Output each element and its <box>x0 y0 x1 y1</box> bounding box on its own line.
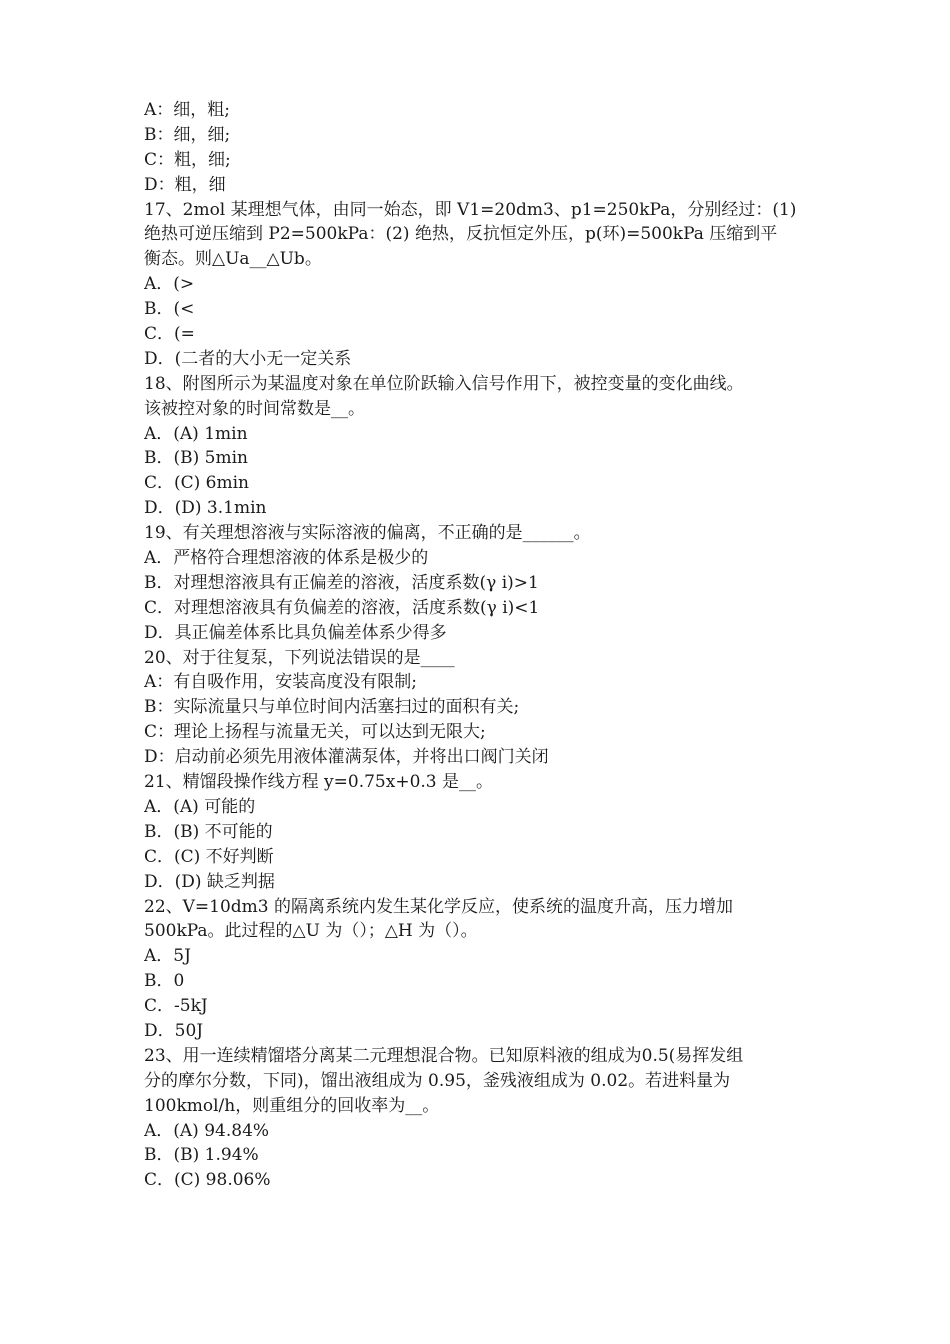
question-20 <box>144 646 810 770</box>
question-19 <box>144 521 810 645</box>
option-line: A．(> <box>144 274 195 295</box>
option-line: D：粗，细 <box>144 174 226 195</box>
previous-question-options <box>144 98 810 198</box>
question-stem-line: 19、有关理想溶液与实际溶液的偏离，不正确的是______。 <box>144 523 591 544</box>
option-line: A：有自吸作用，安装高度没有限制; <box>144 672 418 693</box>
option-line: C．(C) 98.06% <box>144 1170 271 1191</box>
option-line: D：启动前必须先用液体灌满泵体，并将出口阀门关闭 <box>144 747 549 768</box>
question-stem-line: 22、V=10dm3 的隔离系统内发生某化学反应，使系统的温度升高，压力增加 <box>144 896 734 917</box>
option-line: B：实际流量只与单位时间内活塞扫过的面积有关; <box>144 697 520 718</box>
question-stem-line: 21、精馏段操作线方程 y=0.75x+0.3 是__。 <box>144 772 494 793</box>
option-line: B．对理想溶液具有正偏差的溶液，活度系数(γ i)>1 <box>144 572 539 593</box>
question-stem-line: 衡态。则△Ua__△Ub。 <box>144 249 322 270</box>
option-line: D．(二者的大小无一定关系 <box>144 348 352 369</box>
document-page <box>144 98 810 1193</box>
question-21 <box>144 770 810 894</box>
option-line: D．(D) 3.1min <box>144 498 267 519</box>
question-stem-line: 该被控对象的时间常数是__。 <box>144 398 365 419</box>
option-line: B．(< <box>144 299 195 320</box>
question-17 <box>144 198 810 372</box>
question-stem-line: 100kmol/h，则重组分的回收率为__。 <box>144 1095 440 1116</box>
option-line: D．50J <box>144 1020 204 1041</box>
option-line: C．对理想溶液具有负偏差的溶液，活度系数(γ i)<1 <box>144 597 540 618</box>
question-22 <box>144 895 810 1044</box>
option-line: A．严格符合理想溶液的体系是极少的 <box>144 548 429 569</box>
question-stem-line: 23、用一连续精馏塔分离某二元理想混合物。已知原料液的组成为0.5(易挥发组 <box>144 1045 744 1066</box>
option-line: D．(D) 缺乏判据 <box>144 871 275 892</box>
question-stem-line: 绝热可逆压缩到 P2=500kPa：(2) 绝热，反抗恒定外压，p(环)=500kPa 压缩到平 <box>144 224 778 245</box>
question-stem-line: 17、2mol 某理想气体，由同一始态，即 V1=20dm3、p1=250kPa，分别经过：(1) <box>144 199 797 220</box>
option-line: A．(A) 可能的 <box>144 796 256 817</box>
question-stem-line: 20、对于往复泵，下列说法错误的是____ <box>144 647 455 668</box>
option-line: A．5J <box>144 946 191 967</box>
option-line: D．具正偏差体系比具负偏差体系少得多 <box>144 622 447 643</box>
question-18 <box>144 372 810 521</box>
question-23 <box>144 1044 810 1193</box>
option-line: C：理论上扬程与流量无关，可以达到无限大; <box>144 722 486 743</box>
option-line: B．(B) 1.94% <box>144 1145 259 1166</box>
option-line: A．(A) 1min <box>144 423 248 444</box>
option-line: A．(A) 94.84% <box>144 1120 270 1141</box>
option-line: A：细，粗; <box>144 100 231 120</box>
question-stem-line: 500kPa。此过程的△U 为（）；△H 为（）。 <box>144 921 478 942</box>
option-line: B：细，细; <box>144 124 231 145</box>
option-line: C：粗，细; <box>144 149 231 170</box>
option-line: C．(= <box>144 324 195 345</box>
option-line: C．(C) 6min <box>144 473 250 494</box>
option-line: B．0 <box>144 971 185 992</box>
question-stem-line: 18、附图所示为某温度对象在单位阶跃输入信号作用下，被控变量的变化曲线。 <box>144 373 744 394</box>
question-stem-line: 分的摩尔分数，下同)，馏出液组成为 0.95，釜残液组成为 0.02。若进料量为 <box>144 1070 731 1091</box>
option-line: C．(C) 不好判断 <box>144 846 274 867</box>
option-line: B．(B) 5min <box>144 448 248 469</box>
option-line: C．-5kJ <box>144 996 208 1017</box>
option-line: B．(B) 不可能的 <box>144 821 273 842</box>
